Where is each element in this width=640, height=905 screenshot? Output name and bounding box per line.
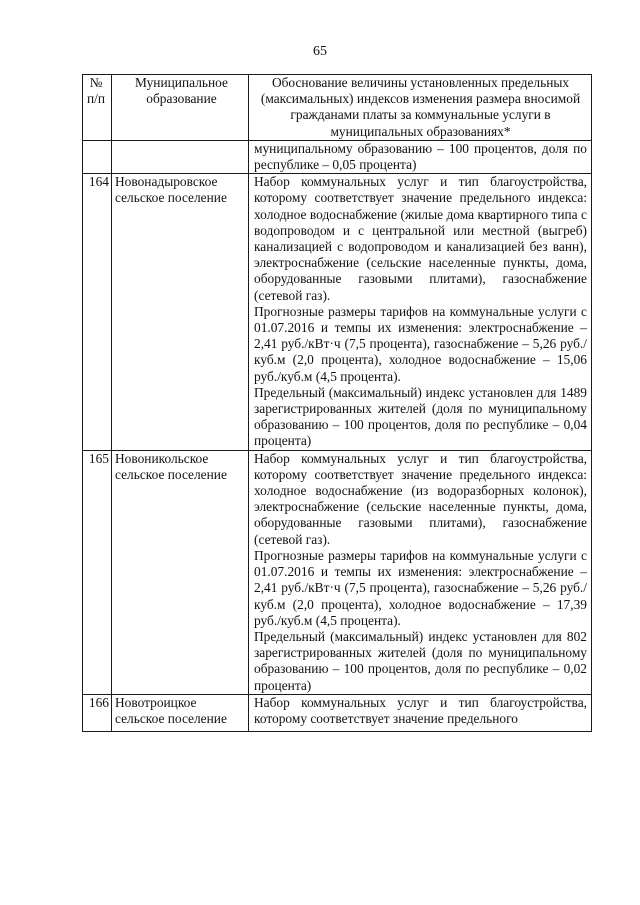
paragraph-tariffs: Прогнозные размеры тарифов на коммунальные услуги с 01.07.2016 и темпы их изменения: электроснабжение – 2,41 руб./кВт·ч (7,5 процента), газоснабжение – 5,26 руб./куб.м (2,0 процента), холодное водоснабжение – 17,39 руб./куб.м (4,5 процента). <box>254 547 587 628</box>
paragraph-services: Набор коммунальных услуг и тип благоустройства, которому соответствует значение предельного индекса: холодное водоснабжение (жилые дома квартирного типа с водопроводом и с центральной или местной (выгреб) канализацией с водопроводом и канализацией без ванн), электроснабжение (сельские населенные пункты, дома, оборудованные газовыми плитами), газоснабжение (сетевой газ). <box>254 174 587 303</box>
paragraph-services: Набор коммунальных услуг и тип благоустройства, которому соответствует значение предельного индекса: холодное водоснабжение (из водоразборных колонок), электроснабжение (сельские населенные пункты, дома, оборудованные газовыми плитами), газоснабжение (сетевой газ). <box>254 450 587 547</box>
row-justification <box>249 174 592 450</box>
row-municipality: Новонадыровское сельское поселение <box>112 174 249 450</box>
header-num: № п/п <box>83 75 112 141</box>
header-justification: Обоснование величины установленных предельных (максимальных) индексов изменения размера вносимой гражданами платы за коммунальные услуги в муниципальных образованиях* <box>249 75 592 141</box>
page-number: 65 <box>313 44 327 59</box>
paragraph-tariffs: Прогнозные размеры тарифов на коммунальные услуги с 01.07.2016 и темпы их изменения: электроснабжение – 2,41 руб./кВт·ч (7,5 процента), газоснабжение – 5,26 руб./куб.м (2,0 процента), холодное водоснабжение – 15,06 руб./куб.м (4,5 процента). <box>254 303 587 384</box>
continuation-row <box>83 140 592 173</box>
tariff-index-table <box>82 74 592 732</box>
table-row <box>83 450 592 694</box>
header-municipality: Муниципальное образование <box>112 75 249 141</box>
row-number: 165 <box>83 450 112 694</box>
paragraph-index: Предельный (максимальный) индекс установлен для 1489 зарегистрированных жителей (доля по муниципальному образованию – 100 процентов, доля по республике – 0,04 процента) <box>254 384 587 449</box>
table-row <box>83 694 592 731</box>
row-justification <box>249 694 592 731</box>
row-municipality: Новотроицкое сельское поселение <box>112 694 249 731</box>
row-municipality: Новоникольское сельское поселение <box>112 450 249 694</box>
table-header-row <box>83 75 592 141</box>
row-justification <box>249 450 592 694</box>
row-number: 164 <box>83 174 112 450</box>
paragraph-services: Набор коммунальных услуг и тип благоустройства, которому соответствует значение предельного <box>254 694 587 726</box>
row-number: 166 <box>83 694 112 731</box>
paragraph-index: Предельный (максимальный) индекс установлен для 802 зарегистрированных жителей (доля по муниципальному образованию – 100 процентов, доля по республике – 0,02 процента) <box>254 628 587 693</box>
continuation-text: муниципальному образованию – 100 процентов, доля по республике – 0,05 процента) <box>249 140 592 173</box>
table-row <box>83 174 592 450</box>
